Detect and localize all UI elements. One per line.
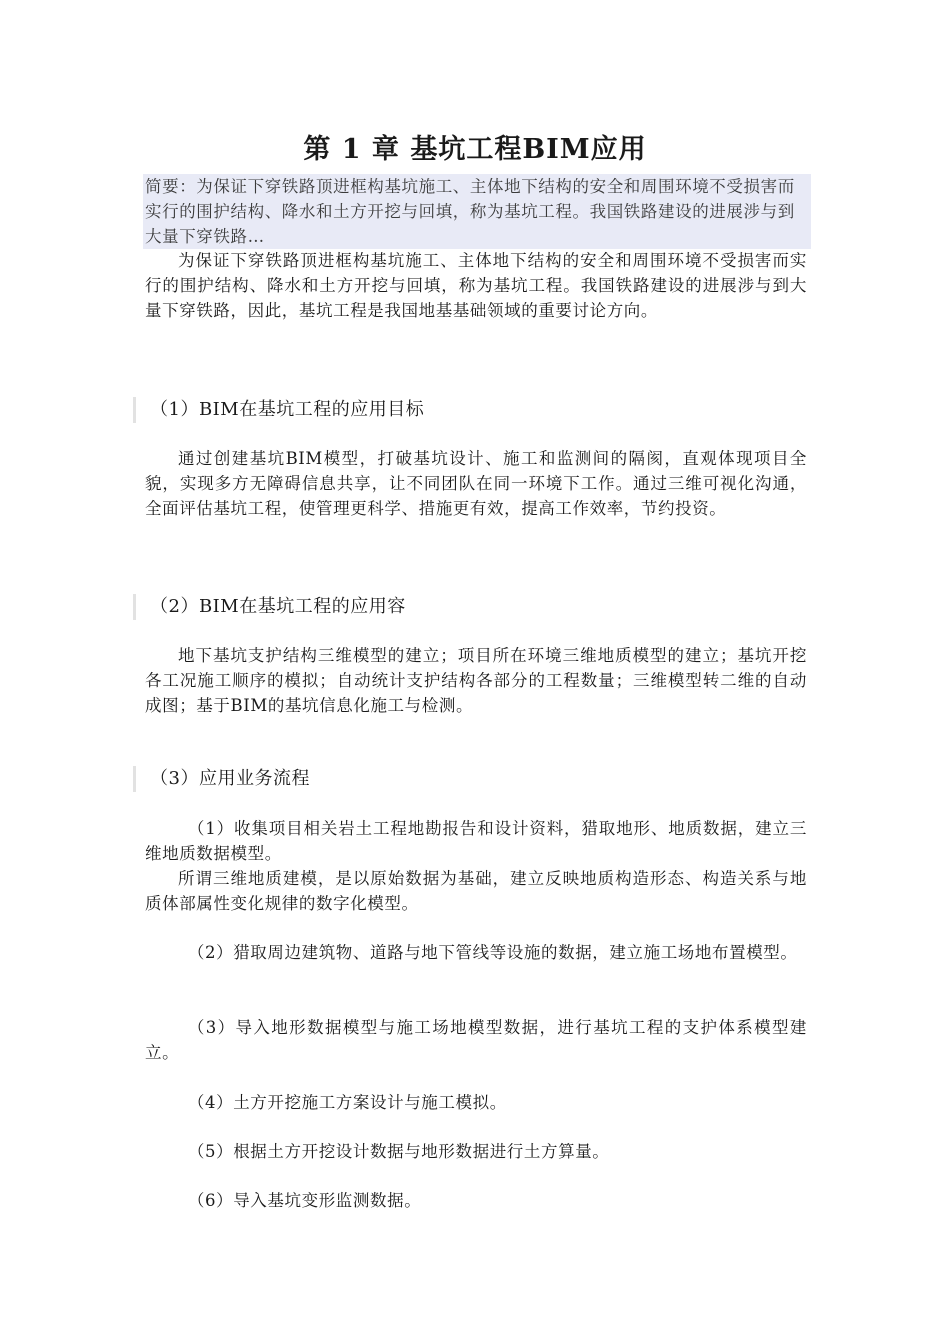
section-body-goals: 通过创建基坑BIM模型，打破基坑设计、施工和监测间的隔阂，直观体现项目全貌，实现多方无障碍信息共享，让不同团队在同一环境下工作。通过三维可视化沟通，全面评估基坑工程，使管理更科学、措施更有效，提高工作效率，节约投资。 bbox=[145, 449, 807, 518]
abstract-highlight: 简要：为保证下穿铁路顶进框构基坑施工、主体地下结构的安全和周围环境不受损害而实行的围护结构、降水和土方开挖与回填，称为基坑工程。我国铁路建设的进展涉与到大量下穿铁路… bbox=[143, 174, 811, 249]
workflow-step-2: （2）猎取周边建筑物、道路与地下管线等设施的数据，建立施工场地布置模型。 bbox=[187, 943, 798, 962]
section-body-contents: 地下基坑支护结构三维模型的建立；项目所在环境三维地质模型的建立；基坑开挖各工况施工顺序的模拟；自动统计支护结构各部分的工程数量；三维模型转二维的自动成图；基于BIM的基坑信息化施工与检测。 bbox=[145, 646, 807, 715]
workflow-step-5: （5）根据土方开挖设计数据与地形数据进行土方算量。 bbox=[187, 1142, 610, 1161]
workflow-step-3: （3）导入地形数据模型与施工场地模型数据，进行基坑工程的支护体系模型建立。 bbox=[145, 1018, 807, 1062]
chapter-title: 第 1 章 基坑工程BIM应用 bbox=[303, 134, 647, 165]
workflow-step-6: （6）导入基坑变形监测数据。 bbox=[187, 1191, 422, 1210]
workflow-step-1-note: 所谓三维地质建模，是以原始数据为基础，建立反映地质构造形态、构造关系与地质体部属性变化规律的数字化模型。 bbox=[145, 869, 807, 913]
section-heading-contents: （2）BIM在基坑工程的应用容 bbox=[133, 594, 820, 620]
workflow-step-4: （4）土方开挖施工方案设计与施工模拟。 bbox=[187, 1093, 507, 1112]
section-heading-goals: （1）BIM在基坑工程的应用目标 bbox=[133, 397, 820, 423]
intro-paragraph: 为保证下穿铁路顶进框构基坑施工、主体地下结构的安全和周围环境不受损害而实行的围护结构、降水和土方开挖与回填，称为基坑工程。我国铁路建设的进展涉与到大量下穿铁路，因此，基坑工程是我国地基基础领域的重要讨论方向。 bbox=[145, 251, 807, 320]
workflow-step-1: （1）收集项目相关岩土工程地勘报告和设计资料，猎取地形、地质数据，建立三维地质数据模型。 bbox=[145, 819, 807, 863]
section-heading-workflow: （3）应用业务流程 bbox=[133, 766, 820, 792]
